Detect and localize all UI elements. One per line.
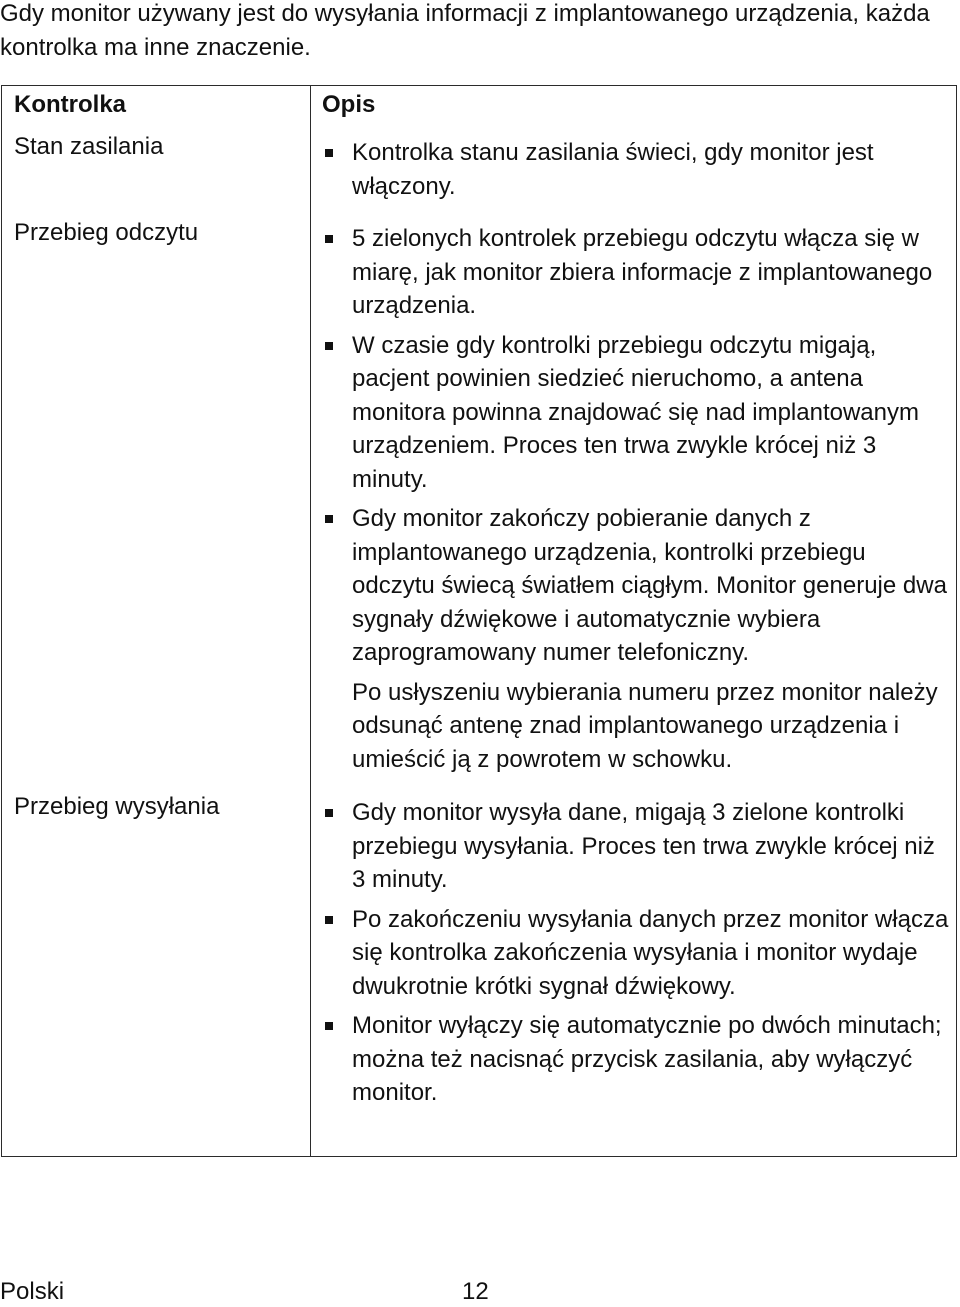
intro-text: Gdy monitor używany jest do wysyłania informacji z implantowanego urządzenia, każda kontrolka ma inne znaczenie. <box>0 0 930 61</box>
list-item: Kontrolka stanu zasilania świeci, gdy monitor jest włączony. <box>322 136 952 203</box>
column-divider <box>310 86 311 1156</box>
row-desc-read-progress <box>322 222 952 776</box>
row-label-send-progress: Przebieg wysyłania <box>14 793 220 820</box>
note-paragraph: Po usłyszeniu wybierania numeru przez monitor należy odsunąć antenę znad implantowanego urządzenia i umieścić ją z powrotem w schowku. <box>352 678 938 773</box>
indicator-table <box>1 85 957 1157</box>
row-desc-send-progress <box>322 796 952 1110</box>
list-item: Monitor wyłączy się automatycznie po dwóch minutach; można też nacisnąć przycisk zasilania, aby wyłączyć monitor. <box>322 1009 952 1110</box>
list-item: Po zakończeniu wysyłania danych przez monitor włącza się kontrolka zakończenia wysyłania i monitor wydaje dwukrotnie krótki sygnał dźwiękowy. <box>322 903 952 1004</box>
list-item: 5 zielonych kontrolek przebiegu odczytu włącza się w miarę, jak monitor zbiera informacje z implantowanego urządzenia. <box>322 222 952 323</box>
list-item: Gdy monitor wysyła dane, migają 3 zielone kontrolki przebiegu wysyłania. Proces ten trwa zwykle krócej niż 3 minuty. <box>322 796 952 897</box>
row-desc-power-state <box>322 136 952 203</box>
header-opis: Opis <box>322 91 376 118</box>
list-item: Gdy monitor zakończy pobieranie danych z implantowanego urządzenia, kontrolki przebiegu odczytu świecą światłem ciągłym. Monitor generuje dwa sygnały dźwiękowe i automatycznie wybiera zaprogramowany numer telefoniczny. <box>322 502 952 670</box>
list-item: W czasie gdy kontrolki przebiegu odczytu migają, pacjent powinien siedzieć nieruchomo, a antena monitora powinna znajdować się nad implantowanym urządzeniem. Proces ten trwa zwykle krócej niż 3 minuty. <box>322 329 952 497</box>
page-number: 12 <box>462 1278 489 1305</box>
footer-language: Polski <box>0 1278 65 1305</box>
row-label-power-state: Stan zasilania <box>14 133 164 160</box>
row-label-read-progress: Przebieg odczytu <box>14 219 199 246</box>
header-kontrolka: Kontrolka <box>14 91 127 118</box>
